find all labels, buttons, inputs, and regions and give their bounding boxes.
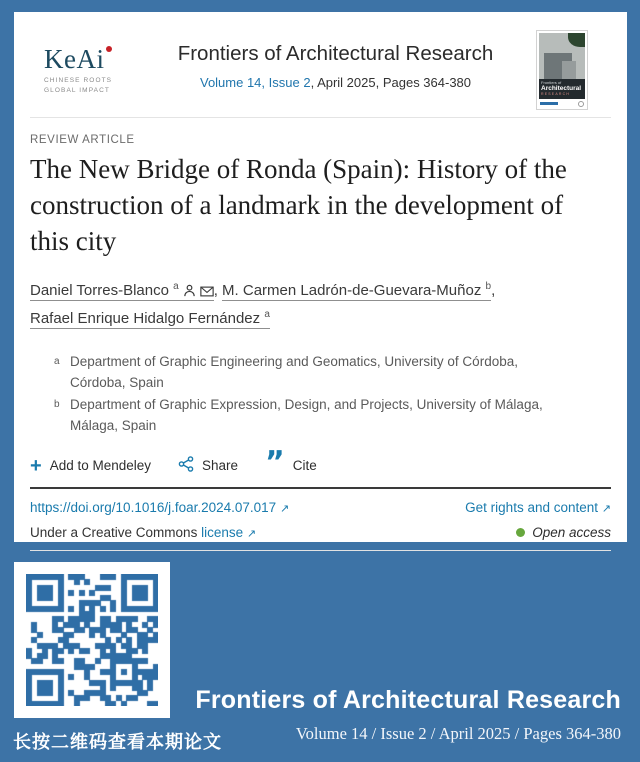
cover-globe-icon: [578, 101, 584, 107]
external-link-icon: ↗: [279, 503, 290, 515]
volume-issue-link[interactable]: Volume 14, Issue 2: [199, 75, 311, 90]
affiliation-row: [30, 351, 611, 393]
author-link-2[interactable]: M. Carmen Ladrón-de-Guevara-Muñoz $^b$: [222, 281, 492, 299]
qr-code: [26, 574, 158, 706]
author-2-affil-sup: b: [485, 281, 492, 292]
affiliation-a-sup: a: [54, 356, 60, 367]
action-toolbar: [30, 444, 611, 480]
journal-title-link[interactable]: Frontiers of Architectural Research: [177, 42, 494, 65]
divider-dark: [30, 487, 611, 489]
license-link[interactable]: license ↗: [201, 525, 257, 540]
footer-issue-line: Volume 14 / Issue 2 / April 2025 / Pages 364-380: [295, 724, 621, 743]
author-1-affil-sup: a: [173, 281, 179, 292]
cite-label: Cite: [292, 458, 317, 473]
article-type-label: REVIEW ARTICLE: [30, 134, 135, 146]
keai-logo-dot: [106, 46, 112, 52]
author-list: [30, 276, 611, 330]
keai-tagline: CHINESE ROOTS GLOBAL IMPACT: [44, 77, 113, 94]
author-separator-2: ,: [491, 282, 496, 299]
cover-publisher-mark: [540, 102, 558, 105]
issue-date-pages: , April 2025, Pages 364-380: [310, 75, 472, 90]
journal-cover-thumbnail[interactable]: [536, 30, 588, 110]
open-access-badge: [516, 525, 611, 540]
author-separator: ,: [213, 282, 223, 299]
open-access-dot-icon: [516, 528, 525, 537]
share-button[interactable]: [178, 456, 238, 475]
envelope-icon: [200, 282, 214, 304]
keai-logo[interactable]: [44, 46, 154, 96]
open-access-label: Open access: [532, 525, 611, 540]
journal-header: [30, 12, 611, 118]
keai-wordmark: KeAi: [44, 46, 154, 73]
cover-title-band: [539, 79, 585, 99]
article-title: The New Bridge of Ronda (Spain): History of the construction of a landmark in the development of this city: [30, 154, 567, 256]
author-link-3[interactable]: Rafael Enrique Hidalgo Fernández $^a$: [30, 309, 270, 327]
cite-button[interactable]: [265, 444, 317, 480]
external-link-icon: ↗: [601, 503, 611, 515]
cover-footer: [539, 99, 585, 108]
affiliation-b-text: Department of Graphic Expression, Design, and Projects, University of Málaga, Málaga, Spain: [70, 397, 543, 433]
author-link-1[interactable]: Daniel Torres-Blanco $^a$: [30, 282, 214, 301]
person-icon: [183, 282, 196, 304]
journal-title-block: [150, 42, 521, 90]
share-icon: [178, 456, 194, 475]
journal-issue-line: [150, 75, 521, 90]
cover-line1: Frontiers of: [541, 80, 562, 85]
author-3-affil-sup: a: [264, 309, 270, 320]
affiliation-b-sup: b: [54, 399, 60, 410]
qr-code-box[interactable]: [14, 562, 170, 718]
cover-line3: RESEARCH: [541, 92, 571, 96]
cover-building-shape-2: [562, 61, 576, 79]
cite-quote-icon: ”: [265, 444, 285, 480]
qr-caption: 长按二维码查看本期论文: [13, 732, 222, 752]
footer-journal-title: Frontiers of Architectural Research: [195, 686, 621, 714]
external-link-icon: ↗: [246, 528, 257, 540]
license-text: Under a Creative Commons license ↗: [30, 525, 257, 540]
add-to-mendeley-button[interactable]: [30, 454, 152, 477]
affiliation-row: [30, 394, 611, 436]
plus-icon: +: [30, 454, 42, 477]
add-to-mendeley-label: Add to Mendeley: [49, 458, 152, 473]
article-card: [14, 12, 627, 542]
license-row: [30, 525, 611, 540]
divider-light: [30, 550, 611, 551]
get-rights-link[interactable]: Get rights and content ↗: [465, 500, 611, 515]
cover-tree-shape: [568, 33, 585, 47]
cover-photo: [539, 33, 585, 79]
cover-line2: Architectural: [541, 85, 582, 92]
doi-link[interactable]: https://doi.org/10.1016/j.foar.2024.07.017 ↗: [30, 500, 290, 515]
affiliation-list: [30, 351, 611, 436]
doi-row: [30, 500, 611, 515]
affiliation-a-text: Department of Graphic Engineering and Geomatics, University of Córdoba, Córdoba, Spain: [70, 354, 518, 390]
article-content: [30, 117, 611, 551]
share-label: Share: [202, 458, 239, 473]
